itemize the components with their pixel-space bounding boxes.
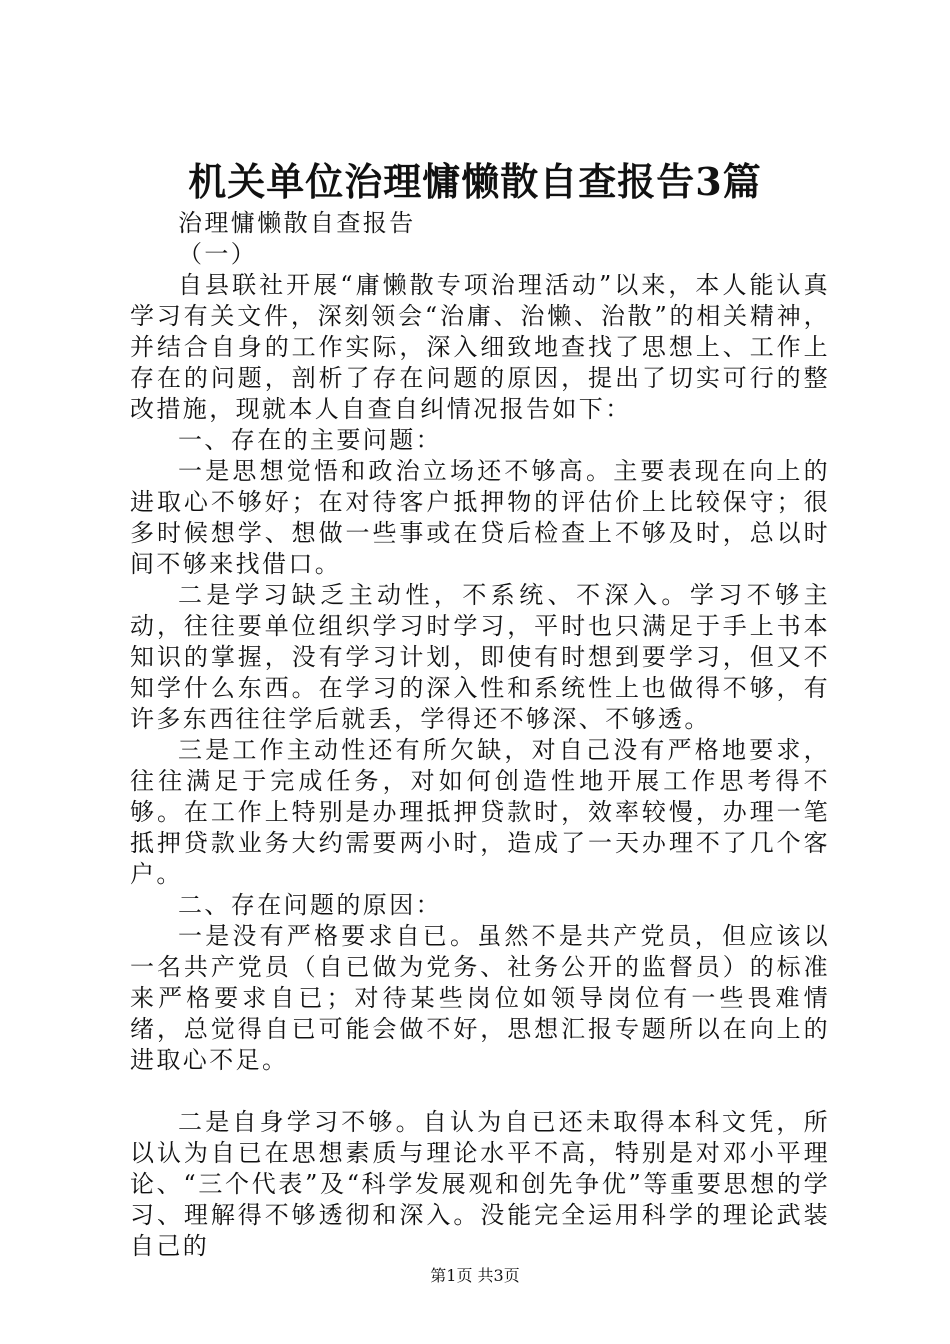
paragraph-problem-2: 二是学习缺乏主动性，不系统、不深入。学习不够主动，往往要单位组织学习时学习，平时也只满足于手上书本知识的掌握，没有学习计划，即使有时想到要学习，但又不知学什么东西。在学习的深入性和系统性上也做得不够，有许多东西往往学后就丢，学得还不够深、不够透。 xyxy=(130,581,830,733)
heading-main-problems: 一、存在的主要问题： xyxy=(178,426,442,454)
heading-problem-causes: 二、存在问题的原因： xyxy=(178,891,442,919)
document-body xyxy=(130,208,830,1262)
paragraph-problem-3: 三是工作主动性还有所欠缺，对自己没有严格地要求，往往满足于完成任务，对如何创造性地开展工作思考得不够。在工作上特别是办理抵押贷款时，效率较慢，办理一笔抵押贷款业务大约需要两小时，造成了一天办理不了几个客户。 xyxy=(130,736,830,888)
section-marker: （一） xyxy=(178,240,258,268)
document-subtitle: 治理慵懒散自查报告 xyxy=(178,209,416,237)
document-title: 机关单位治理慵懒散自查报告3篇 xyxy=(188,159,762,204)
paragraph-problem-1: 一是思想觉悟和政治立场还不够高。主要表现在向上的进取心不够好；在对待客户抵押物的评估价上比较保守；很多时候想学、想做一些事或在贷后检查上不够及时，总以时间不够来找借口。 xyxy=(130,457,830,578)
paragraph-cause-1: 一是没有严格要求自已。虽然不是共产党员，但应该以一名共产党员（自已做为党务、社务公开的监督员）的标准来严格要求自已；对待某些岗位如领导岗位有一些畏难情绪，总觉得自已可能会做不好，思想汇报专题所以在向上的进取心不足。 xyxy=(130,922,830,1074)
page-number-footer: 第1页 共3页 xyxy=(430,1266,520,1285)
paragraph-intro: 自县联社开展“庸懒散专项治理活动”以来，本人能认真学习有关文件，深刻领会“治庸、治懒、治散”的相关精神，并结合自身的工作实际，深入细致地查找了思想上、工作上存在的问题，剖析了存在问题的原因，提出了切实可行的整改措施，现就本人自查自纠情况报告如下： xyxy=(130,271,830,423)
paragraph-cause-2: 二是自身学习不够。自认为自已还未取得本科文凭，所以认为自已在思想素质与理论水平不高，特别是对邓小平理论、“三个代表”及“科学发展观和创先争优”等重要思想的学习、理解得不够透彻和深入。没能完全运用科学的理论武装自己的 xyxy=(130,1108,830,1260)
